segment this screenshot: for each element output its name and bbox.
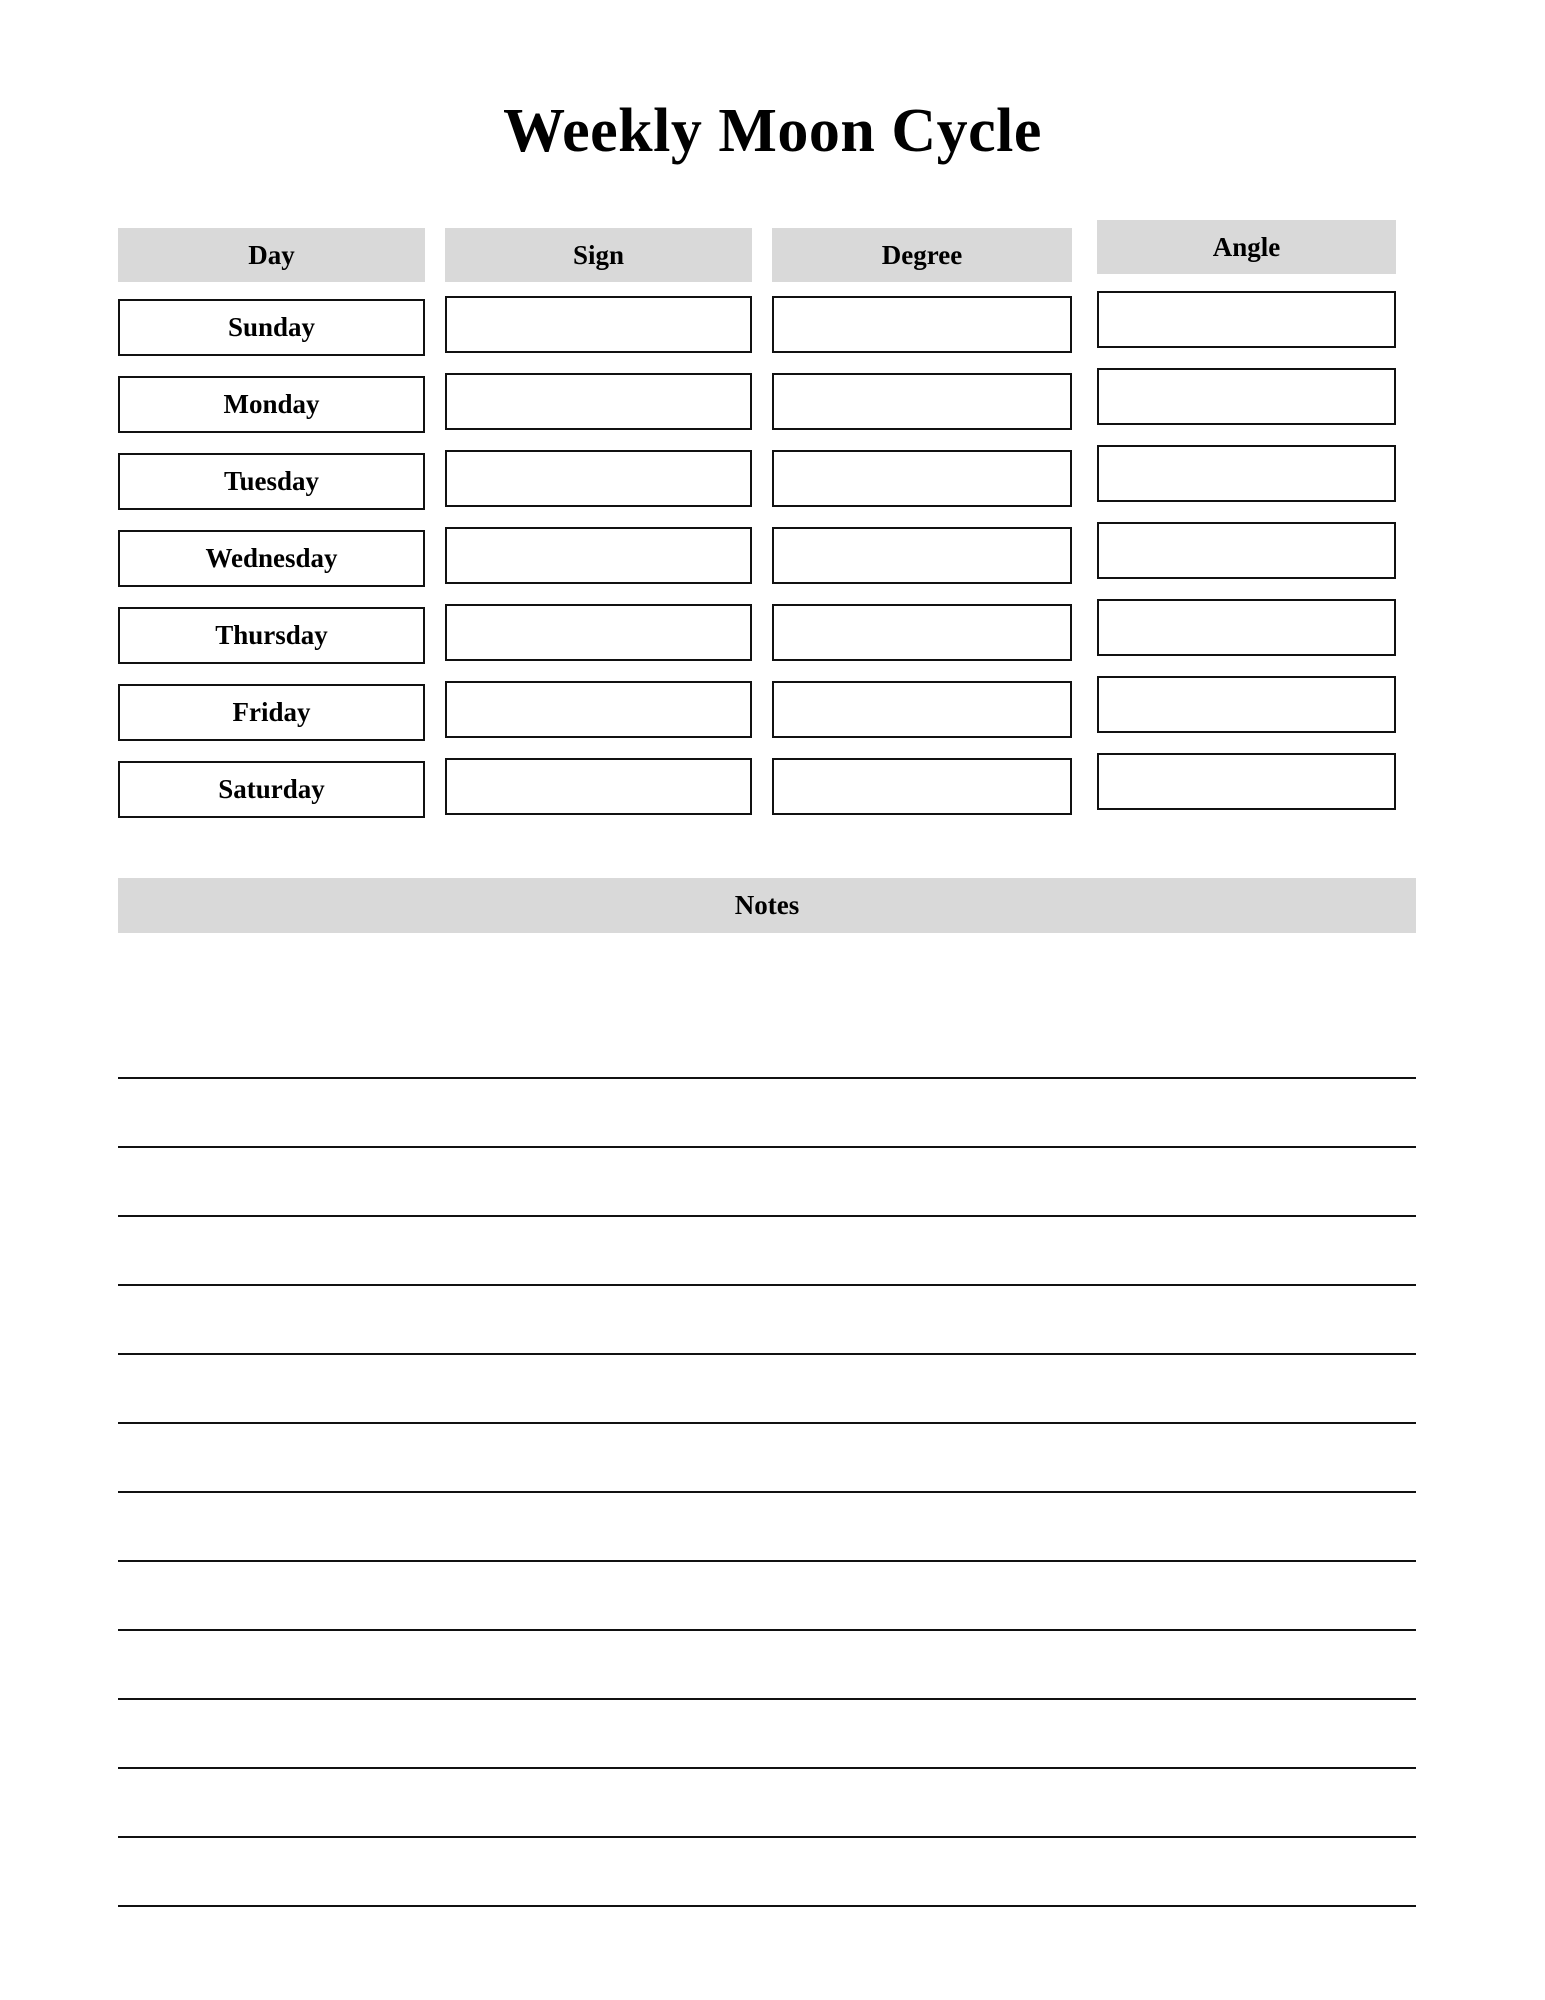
notes-line[interactable] (118, 1838, 1416, 1907)
cell-sign[interactable] (445, 684, 752, 738)
cell-day (118, 453, 425, 510)
cell-day (118, 684, 425, 741)
table-row (118, 376, 1416, 453)
notes-section-header: Notes (118, 878, 1416, 933)
table-row (118, 530, 1416, 607)
notes-line[interactable] (118, 1079, 1416, 1148)
input-angle-saturday[interactable] (1097, 753, 1396, 810)
input-degree-tuesday[interactable] (772, 450, 1072, 507)
notes-line[interactable] (118, 1286, 1416, 1355)
day-label-friday: Friday (118, 684, 425, 741)
input-angle-thursday[interactable] (1097, 599, 1396, 656)
notes-line[interactable] (118, 1148, 1416, 1217)
day-label-sunday: Sunday (118, 299, 425, 356)
table-row (118, 453, 1416, 530)
cell-angle[interactable] (1097, 607, 1396, 656)
notes-line[interactable] (118, 1562, 1416, 1631)
day-label-tuesday: Tuesday (118, 453, 425, 510)
cell-degree[interactable] (772, 299, 1072, 353)
cell-angle[interactable] (1097, 376, 1396, 425)
cell-day (118, 530, 425, 587)
notes-line[interactable] (118, 1424, 1416, 1493)
notes-writing-area[interactable] (118, 1010, 1416, 1907)
cell-day (118, 607, 425, 664)
cell-angle[interactable] (1097, 761, 1396, 810)
input-sign-saturday[interactable] (445, 758, 752, 815)
column-header-degree: Degree (772, 228, 1072, 282)
cell-angle[interactable] (1097, 684, 1396, 733)
cell-day (118, 761, 425, 818)
cell-angle[interactable] (1097, 530, 1396, 579)
column-header-sign: Sign (445, 228, 752, 282)
cell-degree[interactable] (772, 607, 1072, 661)
input-sign-thursday[interactable] (445, 604, 752, 661)
day-label-wednesday: Wednesday (118, 530, 425, 587)
input-angle-monday[interactable] (1097, 368, 1396, 425)
notes-line[interactable] (118, 1010, 1416, 1079)
input-degree-friday[interactable] (772, 681, 1072, 738)
notes-line[interactable] (118, 1700, 1416, 1769)
input-angle-wednesday[interactable] (1097, 522, 1396, 579)
notes-line[interactable] (118, 1355, 1416, 1424)
header-col-angle (1097, 228, 1396, 274)
header-col-day (118, 228, 425, 282)
day-label-monday: Monday (118, 376, 425, 433)
notes-line[interactable] (118, 1493, 1416, 1562)
input-sign-tuesday[interactable] (445, 450, 752, 507)
input-sign-monday[interactable] (445, 373, 752, 430)
cell-sign[interactable] (445, 453, 752, 507)
input-sign-wednesday[interactable] (445, 527, 752, 584)
input-angle-sunday[interactable] (1097, 291, 1396, 348)
header-col-degree (772, 228, 1072, 282)
cell-day (118, 299, 425, 356)
input-sign-sunday[interactable] (445, 296, 752, 353)
day-label-thursday: Thursday (118, 607, 425, 664)
table-row (118, 684, 1416, 761)
input-degree-sunday[interactable] (772, 296, 1072, 353)
cell-sign[interactable] (445, 299, 752, 353)
cell-sign[interactable] (445, 530, 752, 584)
cell-sign[interactable] (445, 376, 752, 430)
cell-angle[interactable] (1097, 453, 1396, 502)
cell-degree[interactable] (772, 530, 1072, 584)
column-header-day: Day (118, 228, 425, 282)
cell-degree[interactable] (772, 453, 1072, 507)
notes-line[interactable] (118, 1631, 1416, 1700)
notes-line[interactable] (118, 1217, 1416, 1286)
table-header-row (118, 228, 1416, 282)
cell-degree[interactable] (772, 376, 1072, 430)
table-row (118, 607, 1416, 684)
header-col-sign (445, 228, 752, 282)
input-angle-friday[interactable] (1097, 676, 1396, 733)
moon-cycle-table (118, 228, 1416, 838)
input-angle-tuesday[interactable] (1097, 445, 1396, 502)
cell-degree[interactable] (772, 761, 1072, 815)
input-sign-friday[interactable] (445, 681, 752, 738)
input-degree-wednesday[interactable] (772, 527, 1072, 584)
notes-line[interactable] (118, 1769, 1416, 1838)
cell-sign[interactable] (445, 607, 752, 661)
table-row (118, 299, 1416, 376)
table-row (118, 761, 1416, 838)
input-degree-saturday[interactable] (772, 758, 1072, 815)
input-degree-thursday[interactable] (772, 604, 1072, 661)
cell-day (118, 376, 425, 433)
day-label-saturday: Saturday (118, 761, 425, 818)
column-header-angle: Angle (1097, 220, 1396, 274)
cell-degree[interactable] (772, 684, 1072, 738)
cell-sign[interactable] (445, 761, 752, 815)
cell-angle[interactable] (1097, 299, 1396, 348)
input-degree-monday[interactable] (772, 373, 1072, 430)
page-title: Weekly Moon Cycle (503, 97, 1042, 165)
